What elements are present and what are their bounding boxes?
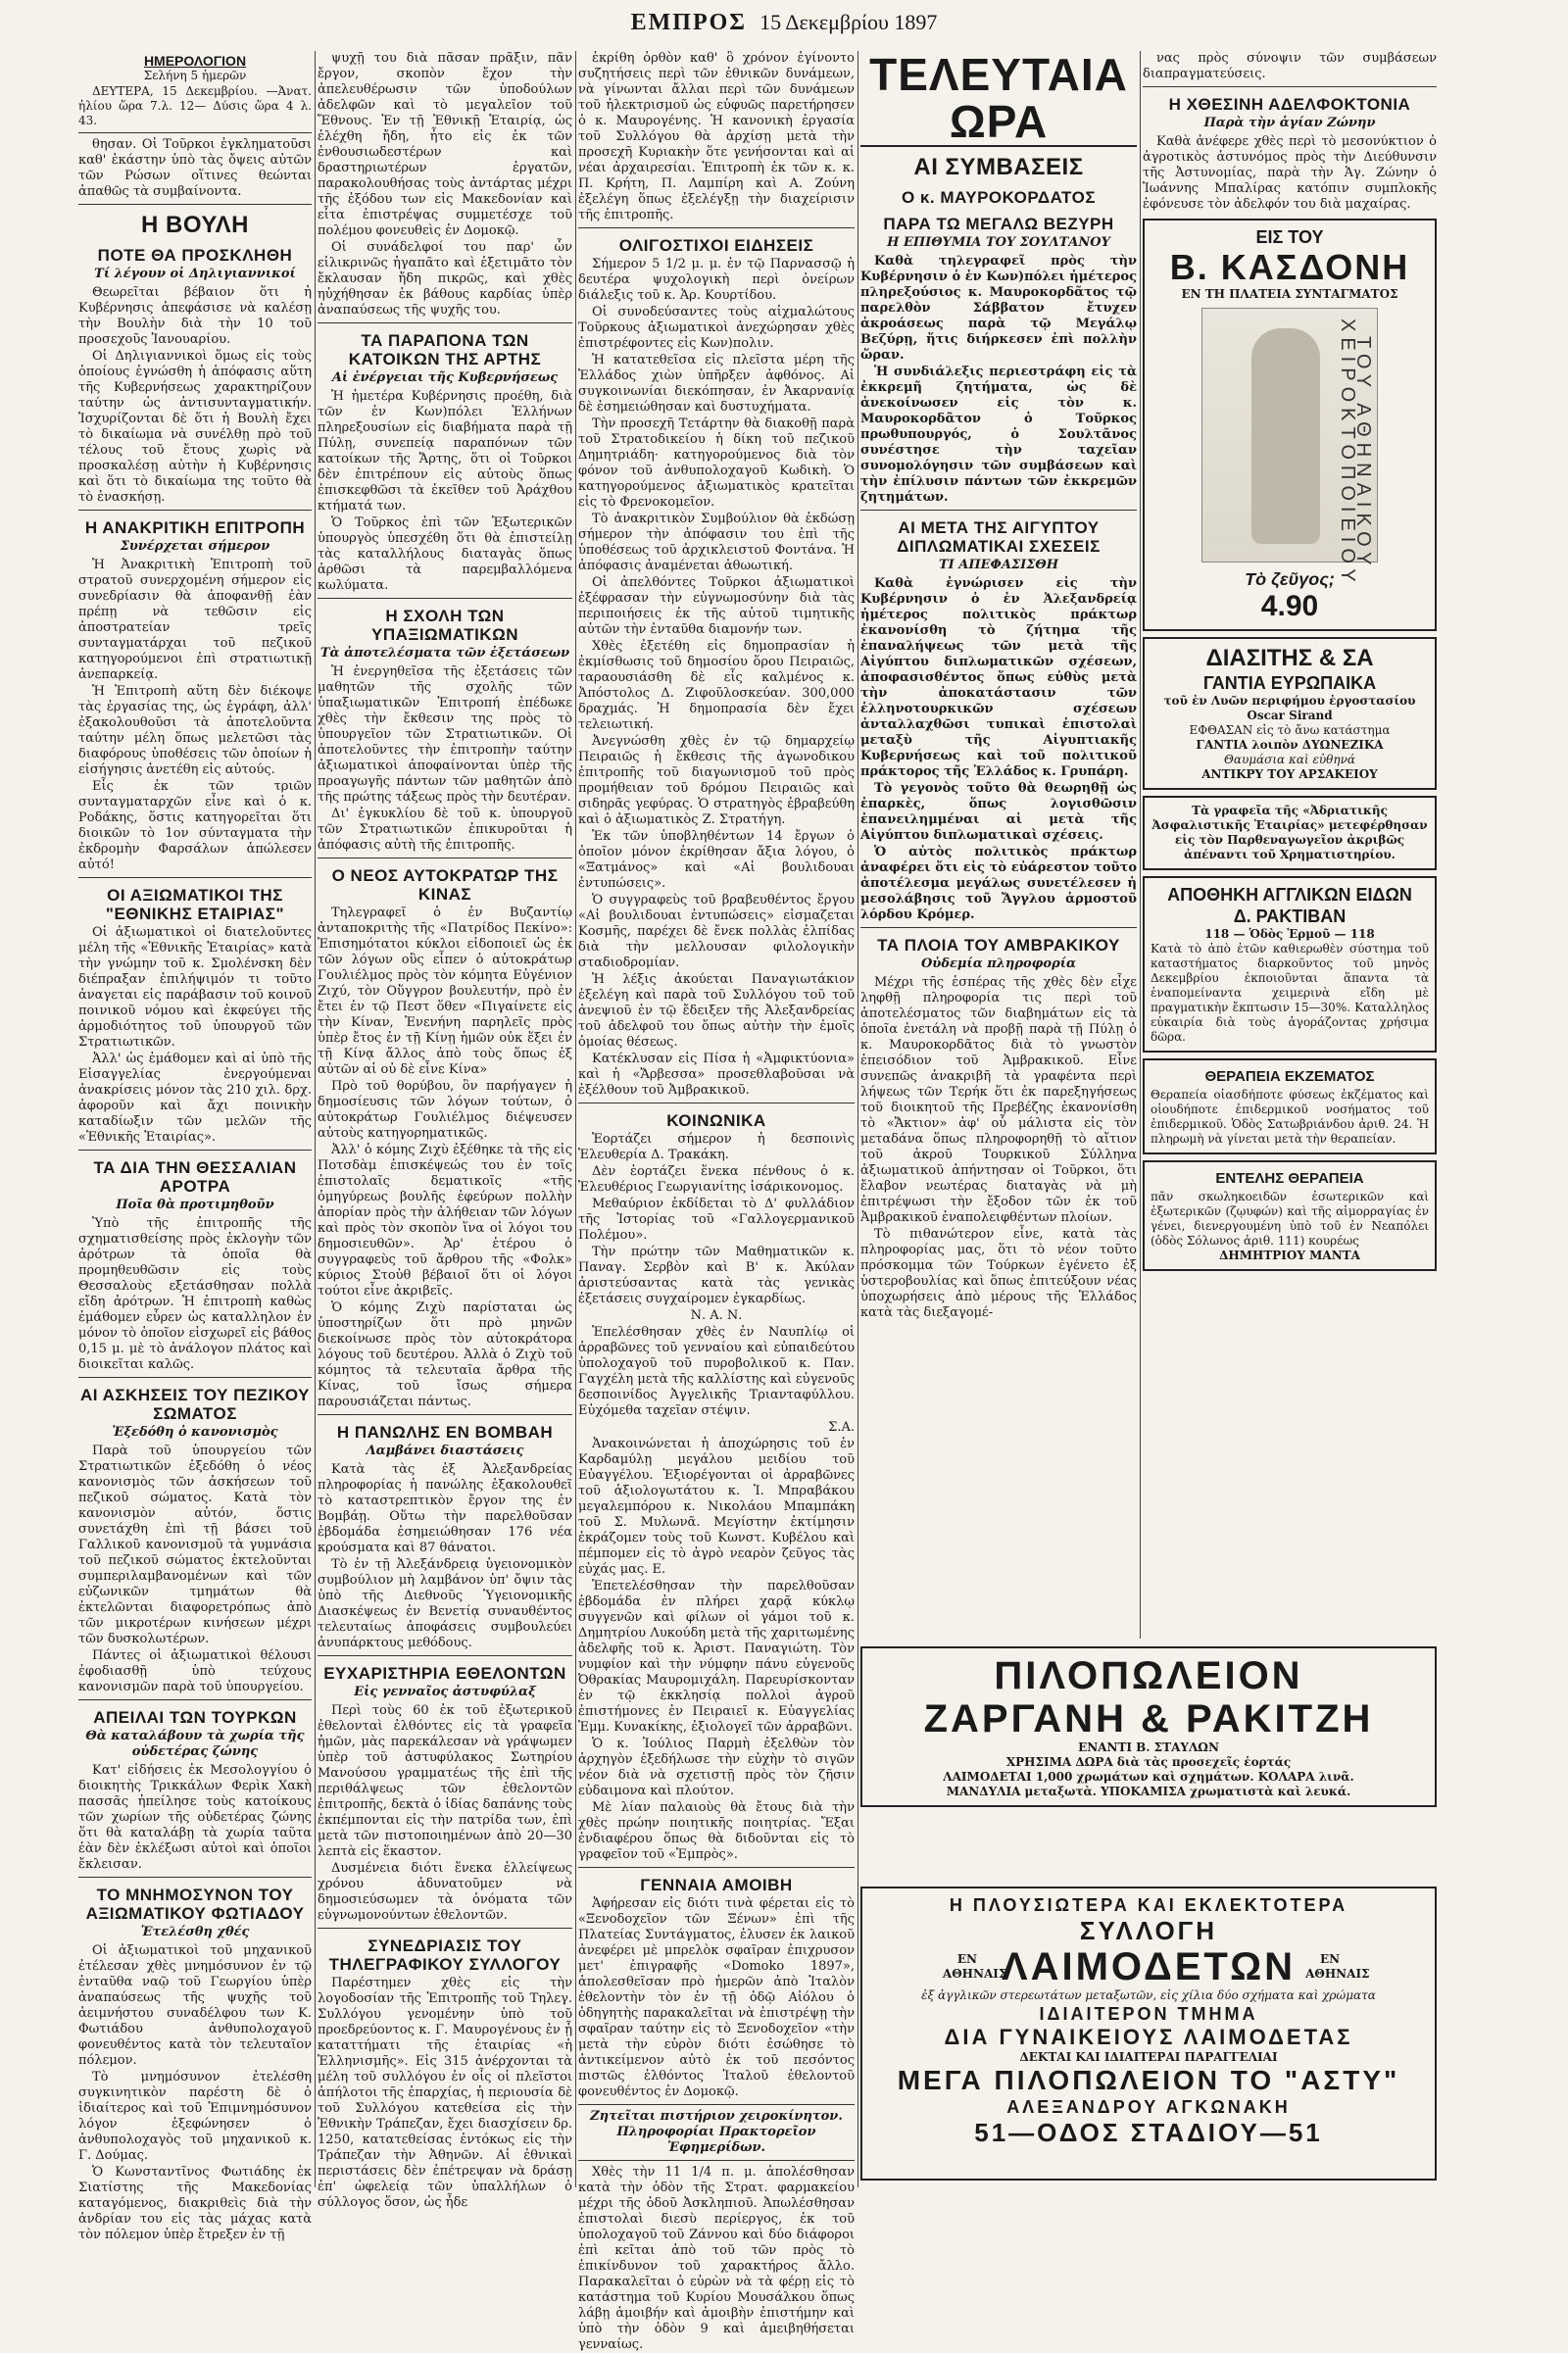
headline: Η ΧΘΕΣΙΝΗ ΑΔΕΛΦΟΚΤΟΝΙΑ — [1168, 95, 1411, 114]
paper-name: ΕΜΠΡΟΣ — [630, 10, 747, 35]
ad-line: ΔΗΜΗΤΡΙΟΥ ΜΑΝΤΑ — [1219, 1249, 1360, 1262]
subheadline: Ἐξεδόθη ὁ κανονισμὸς — [112, 1425, 278, 1440]
ad-line: ΙΔΙΑΙΤΕΡΟΝ ΤΜΗΜΑ — [1039, 2004, 1258, 2024]
article-text: Μέχρι τῆς ἑσπέρας τῆς χθὲς δὲν εἶχε ληφθῇ πληροφορία τις περὶ τοῦ ἀποτελέσματος τῶν διαβημάτων εἰς τὰ ὁποῖα ἐνετάλη νὰ προβῇ παρὰ τῇ Πύλῃ ὁ κ. Μαυροκορδᾶτος διὰ τὸ γνωστὸν ἐπεισόδιον τοῦ Ἀμβρακικοῦ. Εἶνε συνεπῶς ἀνακριβῆ τὰ γραφέντα περὶ λήψεως τῶν Τερήκ ὅτι ἐκ παρεξηγήσεως τοῦ διοικητοῦ τῆς Πρεβέζης ἐκανονίσθη τὸ «Ἄκτιον» ἀφ' οὗ μάλιστα εἰς τὸν μεταδάνα ὅπως πληροφορηθῇ τὸ αἴτιον τοῦ ἀκροῦ Τουρκικοῦ Σύλληνα ἀξιωματικοῦ ἀπήντησαν οἱ Τοῦρκοι, ὅτι ἔλαβον νεωτέρας διαταγὰς νὰ μὴ ἐπιτρέψωσι τὴν ἔξοδον τῶν ἐκ τοῦ Ἀμβρακικοῦ ἐναπολειφθέντων πλοίων. — [860, 975, 1137, 1225]
article-text: Ἡ ἐνεργηθεῖσα τῆς ἐξετάσεις τῶν μαθητῶν τῆς σχολῆς τῶν ὑπαξιωματικῶν Ἑπιτροπή ἐπέδωκε χθὲς τὴν ἔκθεσιν της πρὸς τὸ ὑπουργεῖον τῶν Στρατιωτικῶν. Οἱ ἀποτελοῦντες τὴν ἐπιτροπὴν ταύτην ἀξιωματικοὶ ἀποφαίνονται ὑπὲρ τῆς προαγωγῆς πάντων τῶν μαθητῶν ἀπὸ τῆς πρώτης τάξεως πρὸς τὴν δευτέραν. — [318, 664, 572, 805]
headline: ΟΛΙΓΟΣΤΙΧΟΙ ΕΙΔΗΣΕΙΣ — [618, 236, 814, 255]
divider — [578, 2160, 855, 2161]
article-text: Ἡ ἡμετέρα Κυβέρνησις προέθη, διὰ τῶν ἐν Κων)πόλει Ἑλλήνων πληρεξουσίων εἰς διαβήματα παρὰ τῇ Πύλῃ, συνεπείᾳ παραπόνων τῶν κατοίκων τῆς Ἄρτης, ὅτι οἱ Τοῦρκοι δὲν ἐπιτρέπουν εἰς αὐτοὺς ὅπως ἐπισκεφθῶσι τὰ ἐκεῖθεν τοῦ Ἀράχθου κτήματά των. — [318, 389, 572, 514]
article-text: Οἱ Δηλιγιαννικοὶ ὅμως εἰς τοὺς ὁποίους ἐγνώσθη ἡ ἀπόφασις αὕτη τῆς Κυβερνήσεως χαρακτηρίζουν ταύτην ὡς ἀντισυνταγματικήν. Ἰσχυρίζονται δὲ ὅτι ἡ Βουλὴ ἔχει τὸ δικαίωμα νὰ συνέλθῃ πρὸ τοῦ τέλους τοῦ ἔτους χωρὶς νὰ προσκαλέσῃ αὐτὴν ἡ Κυβέρνησις καὶ ὅτι τὸ δικαίωμα της τοῦτο θὰ τὸ ἐνασκήσῃ. — [78, 349, 312, 505]
column-3 — [578, 51, 855, 2352]
headline: Η ΑΝΑΚΡΙΤΙΚΗ ΕΠΙΤΡΟΠΗ — [84, 518, 306, 537]
ad-line: τοῦ ἐν Λυῶν περιφήμου ἐργοστασίου Oscar Sirand — [1163, 694, 1416, 722]
article-text: Δυσμένεια διότι ἕνεκα ἐλλείψεως χρόνου ἀδυνατοῦμεν νὰ δημοσιεύσωμεν τὰ ὀνόματα τῶν εὐγνωμονούντων ἐθελοντῶν. — [318, 1861, 572, 1923]
article-text: Ὁ κόμης Ζιχὺ παρίσταται ὡς ὑποστηρίζων ὅτι πρὸ μηνῶν διεκοίνωσε πρὸς τὸν αὐτοκράτορα λόγους τοῦ δευτέρου. Ἀλλὰ ὁ Ζιχὺ τοῦ κόμητος τὰ τελευταῖα ἄρθρα τῆς Κίνας, τοῦ ἴσως σήμερα παρουσιάζεται πάντως. — [318, 1300, 572, 1409]
ad-row — [868, 1945, 1429, 1988]
headline: ΚΟΙΝΩΝΙΚΑ — [666, 1111, 766, 1130]
ad-vertical-text: ΤΟΥ ΑΘΗΝΑΙΚΟΥ ΧΕΙΡΟΚΤΟΠΟΙΕΙΟΥ — [1337, 319, 1374, 588]
article-text: Παρέστημεν χθὲς εἰς τὴν λογοδοσίαν τῆς Ἐπιτροπῆς τοῦ Τηλεγ. Συλλόγου γενομένην ὑπὸ τοῦ προεδρεύοντος κ. Γ. Μαυρογένους ἐν ᾗ καταττήματι τῆς ἑταιρίας «ἡ Ἑλληνισμῆς». Εἰς 315 ἀνέρχονται τὰ μέλη τοῦ συλλόγου ἐν οἷς οἱ πλεῖστοι ἀπήλοτοι τῆς ἐπαρχίας, ἡ περιουσία δὲ τοῦ Συλλόγου κατεθείσα εἰς τὴν Ἐθνικὴν Τράπεζαν, ἔχει διασχίσειν δρ. 1250, κατατεθείσας ἐντόκως εἰς τὴν Τράπεζαν τὴν Ἀθηνῶν. Αἱ ἐθνικαὶ περιστάσεις δὲν ἐπέτρεψαν νὰ δράσῃ ἐπ' ὠφελείᾳ τῶν ὑπαλλήλων ὁ σύλλογος ὅσον, ὡς ἦδε — [318, 1976, 572, 2210]
news-item: Ἡ λέξις ἀκούεται Παναγιωτάκιον ἐξελέγη καὶ παρὰ τοῦ Συλλόγου τοῦ τοῦ ἀνεψιοῦ ἐν τῷ ἔδειξεν τῆς Ἀλεξανδρείας τοῦ ἀδελφοῦ του ὅπως αὐτὴν τὴν ἐμοῖς ὁμοίας θέσεως. — [578, 972, 855, 1050]
headline: Ο κ. ΜΑΥΡΟΚΟΡΔΑΤΟΣ — [901, 188, 1097, 207]
divider — [78, 877, 312, 878]
divider — [578, 2104, 855, 2105]
article-text: Ἀφήρεσαν εἰς διότι τινὰ φέρεται εἰς τὸ «Ξενοδοχεῖον τῶν Ξένων» ἐπὶ τῆς Πλατείας Συντάγματος, ἐλυσεν ἐκ λαικοῦ ἀνεφέρει μὲ μπρελὸκ σφαῖραν ἐπιχρυσον μετ' ἐπιγραφῆς «Domoko 1897», ἀπολεσθεῖσαν πρὸ ἡμερῶν ἀπὸ Ἰταλὸν ἐθελοντὴν τὸν ἐν τῇ ὁδῷ Αἰόλου ὁ ὁδηγητὴς παρακαλεῖται νὰ ἐπιστρέψῃ τὴν σφαῖραν ταύτην εἰς τὸ Ξενοδοχεῖον «τὴν μετὰ τὴν εὐρὸν διότι ἐσώθησε τὸ ἀντικείμενον αὐτὸ ἐκ τοῦ πεσόντος πιστῶς ἐλθόντος Ἰταλοῦ ἐθελοντοῦ φονευθέντος ἐν Δομοκῷ. — [578, 1896, 855, 2099]
article-text: Κατὰ τὰς ἐξ Ἀλεξανδρείας πληροφορίας ἡ πανώλης ἐξακολουθεῖ τὸ καταστρεπτικὸν ἔργον της ἐν Βομβάῃ. Οὕτω τὴν παρελθοῦσαν ἑβδομάδα ἐσημειώθησαν 176 νέα κρούσματα καὶ 87 θάνατοι. — [318, 1462, 572, 1555]
issue-date: 15 Δεκεμβρίου 1897 — [760, 10, 938, 34]
ad-price: 4.90 — [1260, 590, 1319, 622]
classified-heading: Ζητεῖται πιστήριον χειροκίνητον. Πληροφορίαι Πρακτορεῖον Ἐφημερίδων. — [590, 2109, 843, 2155]
news-item: Ὁ συγγραφεὺς τοῦ βραβευθέντος ἔργου «Αἱ βουλιδουαι ἐντυπώσεις» εἰσμαζεται Κοσμῆς, παρέχει δὲ ἔνεκ πολλὰς ἐλπίδας διὰ τὴν μελλουσαν φιλολογικὴν σταδιοδρομίαν. — [578, 893, 855, 970]
signature: Σ.Α. — [828, 1420, 855, 1435]
divider — [1143, 86, 1437, 87]
hat-shop-advertisement — [860, 1646, 1437, 1807]
ad-brand: ΖΑΡΓΑΝΗ & ΡΑΚΙΤΖΗ — [923, 1697, 1374, 1740]
ad-line: ΕΙΣ ΤΟΥ — [1255, 227, 1324, 247]
article-text: Πάντες οἱ ἀξιωματικοὶ θέλουσι ἐφοδιασθῇ ὑπὸ τεύχους κανονισμῶν παρὰ τοῦ ὑπουργείου. — [78, 1648, 312, 1694]
ad-line: ΜΕΓΑ ΠΙΛΟΠΩΛΕΙΟΝ ΤΟ "ΑΣΤΥ" — [897, 2065, 1400, 2095]
subheadline: Θὰ καταλάβουν τὰ χωρία τῆς οὐδετέρας ζώνης — [85, 1729, 305, 1759]
neckties-advertisement — [860, 1887, 1437, 2181]
news-item: Τὸ ἀνακριτικὸν Συμβούλιον θὰ ἐκδώσῃ σήμερον τὴν ἀπόφασιν του ἐπὶ τῆς ὑποθέσεως τοῦ ἀρχικλειστοῦ Φοντάνα. Ἡ ἀπόφασις ἀναμένεται ἀθωωτική. — [578, 512, 855, 573]
subheadline: Οὐδεμία πληροφορία — [920, 956, 1077, 971]
news-item: Κατέκλυσαν εἰς Πίσα ἡ «Ἀμφικτύονια» καὶ ἡ «Ἄρβεσσα» προσεθλαβοῦσαι νὰ ἐξέλθουν τοῦ Ἀμβρακικοῦ. — [578, 1052, 855, 1098]
divider — [318, 598, 572, 599]
ad-line: ΕΦΘΑΣΑΝ εἰς τὸ ἄνω κατάστημα — [1189, 723, 1391, 737]
article-text: Ἀλλ' ὡς ἐμάθομεν καὶ αἱ ὑπὸ τῆς Εἰσαγγελίας ἐνεργούμεναι ἀνακρίσεις μόνον τὰς 210 χιλ. δρχ. ἀφοροῦν καὶ ἄχι ποινικὴν καταδίωξιν τῶν μελῶν τῆς «Ἐθνικῆς Ἑταιρίας». — [78, 1052, 312, 1145]
glove-advertisement — [1143, 219, 1437, 631]
column-5 — [1143, 51, 1437, 1639]
social-item: Ἀνακοινώνεται ἡ ἀποχώρησις τοῦ ἐν Καρδαμύλῃ μεγάλου μειδίου τοῦ Εὐαγγέλου. Ἐξιορέγονται οἱ ἀρραβῶνες τοῦ ἀξιολογωτάτου κ. Ἰ. Μπραβάκου μεγαλεμπόρου κ. Νικολάου Μπαμπάκη τοῦ Σ. Μυλωνᾶ. Μεγίστην ἐκτίμησιν ἐκράζομεν τοὺς τοῦ Κωνστ. Κυβέλου καὶ πέμπομεν εἰς τὸ ἀγρὸ νεαρὸν ζεῦγος τὰς εὐχάς μας. Ε. — [578, 1437, 855, 1577]
divider — [578, 227, 855, 228]
ad-line: ΑΠΟΘΗΚΗ ΑΓΓΛΙΚΩΝ ΕΙΔΩΝ — [1167, 885, 1412, 905]
subheadline: Τί λέγουν οἱ Δηλιγιαννικοί — [94, 267, 296, 281]
ad-line: ΕΝΤΕΛΗΣ ΘΕΡΑΠΕΙΑ — [1215, 1170, 1364, 1187]
headline: ΤΑ ΠΑΡΑΠΟΝΑ ΤΩΝ ΚΑΤΟΙΚΩΝ ΤΗΣ ΑΡΤΗΣ — [348, 331, 542, 368]
article-text: Ὁ Τοῦρκος ἐπὶ τῶν Ἐξωτερικῶν ὑπουργὸς ὑπεσχέθη ὅτι θὰ ἐπιστείλῃ τὰς καταλλήλους διαταγὰς ὅπως ἀρθῶσι τὰ παρεμβαλλόμενα κωλύματα. — [318, 515, 572, 593]
article-text: θησαν. Οἱ Τοῦρκοι ἐγκληματοῦσι καθ' ἑκάστην ὑπὸ τὰς ὄψεις αὐτῶν τῶν Ρώσων οἵτινες θεώνται ἀπαθῶς τὰ συμβαίνοντα. — [78, 137, 312, 199]
ad-line: ΘΕΡΑΠΕΙΑ ΕΚΖΕΜΑΤΟΣ — [1204, 1068, 1375, 1085]
social-item: Ἐπελέσθησαν χθὲς ἐν Ναυπλίῳ οἱ ἀρραβῶνες τοῦ γενναίου καὶ εὐπαιδεύτου ὑπολοχαγοῦ τοῦ πυροβολικοῦ κ. Παν. Γαγχέλη μετὰ τῆς καλλίστης καὶ εὐγενοῦς δεσποινίδος Ἀγγελικῆς Τριανταφύλλου. Εὐχόμεθα ταχεῖαν στέψιν. — [578, 1325, 855, 1418]
almanac-title: ΗΜΕΡΟΛΟΓΙΟΝ — [143, 53, 247, 69]
subheadline: Αἱ ἐνέργειαι τῆς Κυβερνήσεως — [331, 370, 559, 385]
headline: ΠΑΡΑ ΤΩ ΜΕΓΑΛΩ ΒΕΖΥΡΗ — [883, 215, 1114, 233]
insurance-notice — [1143, 796, 1437, 870]
headline: Η ΒΟΥΛΗ — [141, 212, 249, 238]
ad-address: 118 — Ὁδὸς Ἑρμοῦ — 118 — [1204, 927, 1375, 941]
article-text: νας πρὸς σύνοψιν τῶν συμβάσεων διαπραγματεύσεις. — [1143, 51, 1437, 81]
article-text: Τὸ ἐν τῇ Ἀλεξάνδρειᾳ ὑγειονομικὸν συμβούλιον μὴ λαμβάνον ὑπ' ὄψιν τὰς ὑπὸ τῆς Διεθνοῦς Ὑγειονομικῆς Διασκέψεως ἐν Βενετίᾳ συναυθέντος τελευταίως ἀποφάσεις συμβουλεύει ἀνυπάρκτους μεθόδους. — [318, 1557, 572, 1650]
article-text: Ὁ αὐτὸς πολιτικὸς πράκτωρ ἀναφέρει ὅτι εἰς τὸ εὐάρεστον τοῦτο ἀποτέλεσμα μεγάλως συνετέλεσεν ἡ μεσολάβησις τοῦ Ἄγγλου ἁρμοστοῦ λόρδου Κρόμερ. — [860, 845, 1137, 922]
ad-brand: Β. ΚΑΣΔΟΝΗ — [1169, 247, 1410, 287]
glove-dealer-advertisement — [1143, 637, 1437, 790]
subheadline: Η ΕΠΙΘΥΜΙΑ ΤΟΥ ΣΟΥΛΤΑΝΟΥ — [887, 235, 1110, 250]
article-text: Τηλεγραφεῖ ὁ ἐν Βυζαντίῳ ἀνταποκριτὴς τῆς «Πατρίδος Πεκίνο»: Ἐπισημότατοι κύκλοι εἰδοποιεῖ ὡς ἐκ τῶν λόγων οὓς εἶπεν ὁ αὐτοκράτωρ Γουλιέλμος πρὸς τὸν κόμητα Εὐγένιον Ζιχύ, τὸν Οὕγγρον βουλευτήν, πρὸ ἐν ἔτει ἐν τῷ Πεστ ὅθεν «Πιγαίνετε εἰς τὴν Κίναν, Ἐνενήνη παρηλεῖς πρὸς ὑπὲρ ἔτος ἐν τῇ Κίνῃ ἡμῶν οὐκ ἕξει ἐν τῇ Κίνᾳ ἄλλος ἀπὸ τοὺς ὅπως ἐξ αὐτῶν αἱ οὐ δὲ εἶνε Κίνα» — [318, 906, 572, 1077]
column-4 — [860, 51, 1137, 1639]
headline: ΑΙ ΑΣΚΗΣΕΙΣ ΤΟΥ ΠΕΖΙΚΟΥ ΣΩΜΑΤΟΣ — [79, 1386, 310, 1423]
article-text: Καθὰ τηλεγραφεῖ πρὸς τὴν Κυβέρνησιν ὁ ἐν Κων)πόλει ἡμέτερος πληρεξούσιος κ. Μαυροκορδᾶτος τῷ παρελθὸν Σάββατον ἔτυχεν ἀκροάσεως παρὰ τῷ Μεγάλῳ Βεζύρῃ, ἥτις διήρκεσεν ἐπὶ πολλὴν ὥραν. — [860, 254, 1137, 363]
headline: ΟΙ ΑΞΙΩΜΑΤΙΚΟΙ ΤΗΣ "ΕΘΝΙΚΗΣ ΕΤΑΙΡΙΑΣ" — [105, 886, 285, 923]
article-text: Πρὸ τοῦ θορύβου, ὃν παρήγαγεν ἡ δημοσίευσις τῶν λόγων τούτων, ὁ αὐτοκράτωρ Γουλιέλμος διέψευσεν αὐτοὺς κατηγορηματικῶς. — [318, 1079, 572, 1141]
subheadline: Συνέρχεται σήμερον — [120, 539, 270, 554]
divider — [860, 927, 1137, 928]
article-text: Τὸ μνημόσυνον ἐτελέσθη συγκινητικὸν παρέστη δὲ ὁ ἰδιαίτερος καὶ τοῦ Ἐπιμνημόσυνον λόγον ἐξεφώνησεν ὁ ἀνθυπολοχαγὸς τοῦ μηχανικοῦ κ. Γ. Δούμας. — [78, 2070, 312, 2163]
article-text: Οἱ συνάδελφοί του παρ' ὧν εἰλικρινῶς ἠγαπᾶτο καὶ ἐξετιμᾶτο τὸν ἔκλαυσαν ἤδη πικρῶς, καὶ χθὲς ηὐχήθησαν ἐκ βάθους καρδίας ὑπὲρ ἀναπαύσεως τῆς ψυχῆς του. — [318, 240, 572, 318]
treatment-advertisement — [1143, 1160, 1437, 1271]
column-rule — [1140, 51, 1141, 1639]
divider — [78, 204, 312, 205]
subheadline: Εἰς γενναῖος ἀστυφύλαξ — [354, 1685, 536, 1699]
social-item: Μεθαύριον ἐκδίδεται τὸ Δ' φυλλάδιον τῆς Ἱστορίας τοῦ «Γαλλογερμανικοῦ Πολέμου». — [578, 1197, 855, 1243]
ad-brand: ΛΑΙΜΟΔΕΤΩΝ — [1001, 1945, 1297, 1988]
article-text: Κατ' εἰδήσεις ἐκ Μεσολογγίου ὁ διοικητὴς Τρικκάλων Φερὶκ Χακὴ πασσᾶς ἠπείλησε τοὺς κατοίκους τῶν χωρίων τῆς οὐδετέρας ζώνης ὅτι θὰ καταλάβῃ τὰ χωρία ταῦτα ἐὰν δὲν ἐκλέξωσι αὐτοὶ καὶ ὁποῖοι ἔκλεισαν. — [78, 1763, 312, 1872]
subheadline: Ἐτελέσθη χθές — [140, 1925, 250, 1939]
signature: Ν. Α. Ν. — [690, 1308, 743, 1323]
headline: ΕΥΧΑΡΙΣΤΗΡΙΑ ΕΘΕΛΟΝΤΩΝ — [323, 1664, 566, 1683]
headline: ΑΙ ΜΕΤΑ ΤΗΣ ΑΙΓΥΠΤΟΥ ΔΙΠΛΩΜΑΤΙΚΑΙ ΣΧΕΣΕΙΣ — [897, 518, 1101, 556]
subheadline: Λαμβάνει διαστάσεις — [366, 1444, 524, 1458]
article-text: Οἱ ἀξιωματικοὶ τοῦ μηχανικοῦ ἐτέλεσαν χθὲς μνημόσυνον ἐν τῷ ἐνταῦθα ναῷ τοῦ Γεωργίου ὑπὲρ ἀναπαύσεως τῆς ψυχῆς τοῦ ἀειμνήστου συναδέλφου των Κ. Φωτιάδου ἀνθυπολοχαγοῦ φονευθέντος κατὰ τὸν τελευταῖον πόλεμον. — [78, 1943, 312, 2068]
headline: Η ΣΧΟΛΗ ΤΩΝ ΥΠΑΞΙΩΜΑΤΙΚΩΝ — [370, 607, 518, 644]
ad-line: ἐξ ἀγγλικῶν στερεωτάτων μεταξωτῶν, εἰς χίλια δύο σχήματα καὶ χρώματα — [921, 1988, 1376, 2002]
ad-line: ΜΑΝΔΥΛΙΑ μεταξωτὰ. ΥΠΟΚΑΜΙΣΑ χρωματιστὰ καὶ λευκά. — [946, 1785, 1351, 1798]
article-text: Τὸ πιθανώτερον εἶνε, κατὰ τὰς πληροφορίας μας, ὅτι τὸ νέον τοῦτο πρόσκομμα τῶν Τούρκων ἐγένετο ἐξ ὑστεροβουλίας καὶ ὅπως ἐπιτεύξουν νέας ὑποχωρήσεις ἀπὸ μέρους τῆς Ἑλλάδος κατὰ τὰς διεξαγομέ- — [860, 1227, 1137, 1320]
almanac-line: ΔΕΥΤΕΡΑ, 15 Δεκεμβρίου. —Ἀνατ. ἡλίου ὥρα 7.λ. 12— Δύσις ὥρα 4 λ. 43. — [78, 84, 312, 127]
social-item: Ἑορτάζει σήμερον ἡ δεσποινὶς Ἐλευθερία Δ. Τρακάκη. — [578, 1132, 855, 1162]
divider — [860, 510, 1137, 511]
headline: Η ΠΑΝΩΛΗΣ ΕΝ ΒΟΜΒΑΗ — [336, 1423, 554, 1442]
divider — [318, 322, 572, 323]
divider — [78, 132, 312, 133]
divider — [78, 1699, 312, 1700]
ad-line: ΔΙΑ ΓΥΝΑΙΚΕΙΟΥΣ ΛΑΙΜΟΔΕΤΑΣ — [944, 2025, 1353, 2049]
ad-line: Κατὰ τὸ ἀπὸ ἐτῶν καθιερωθὲν σύστημα τοῦ καταστήματος διαρκοῦντος τοῦ μηνὸς Δεκεμβρίου ἐκποιοῦνται ἅπαντα τὰ ἐναπομείναντα χειμερινὰ εἴδη μὲ πραγματικὴν ἔκπτωσιν 15—30%. Καταλληλος εὐκαιρία διὰ τοὺς ἀγοράζοντας χρήσιμα δῶρα. — [1151, 942, 1429, 1044]
social-item: Δὲν ἑορτάζει ἕνεκα πένθους ὁ κ. Ἐλευθέριος Γεωργιανίτης ἰσάρικονομος. — [578, 1164, 855, 1195]
subheadline: Παρὰ τὴν ἁγίαν Ζώνην — [1203, 116, 1376, 130]
column-rule — [315, 51, 316, 2187]
article-text: Θεωρεῖται βέβαιον ὅτι ἡ Κυβέρνησις ἀπεφάσισε νὰ καλέσῃ τὴν Βουλὴν διὰ τὴν 10 τοῦ προσεχοῦς Ἰανουαρίου. — [78, 285, 312, 347]
ad-line: ΕΝΑΝΤΙ Β. ΣΤΑΥΛΩΝ — [1078, 1740, 1219, 1754]
news-item: Ἀνεγνώσθη χθὲς ἐν τῷ δημαρχείῳ Πειραιῶς ἡ ἔκθεσις τῆς ἀγωνοδικου ἐπιτροπῆς τοῦ διαγωνισμοῦ τοῦ πρὸς προμήθειαν τοῦ δρόμου Πειραιῶς καὶ σιδηρᾶς γεφύρας. Ὁ στρατηγὸς ἐβραβεύθη καὶ ὁ ἀξιωματικὸς Ζ. Στρατήγη. — [578, 734, 855, 827]
article-text: Ἡ Ἐπιτροπὴ αὕτη δὲν διέκοψε τὰς ἐργασίας της, ὡς ἐγράφη, ἀλλ' ἐξακολουθοῦσι τὰ ἀποτελοῦντα ταύτην μέλη ὅπως μελετῶσι τὰς διαφόρους ὑποθέσεις τῶν ὁποίων ἡ εἰσήγησις ἀνετέθη εἰς αὐτούς. — [78, 684, 312, 777]
subheadline: Τὰ ἀποτελέσματα τῶν ἐξετάσεων — [319, 646, 570, 661]
social-item: Μὲ λίαν παλαιοὺς θὰ ἔτους διὰ τὴν χθὲς πρώην ποιητικῆς ποιητρίας. Ἔξαι ἐνδιαφέρου ὅπως θὰ διδοῦνται εἰς τὸ γραφεῖον τοῦ «Ἐμπρὸς». — [578, 1800, 855, 1862]
article-text: Περὶ τοὺς 60 ἐκ τοῦ ἐξωτερικοῦ ἐθελονταὶ ἐλθόντες εἰς τὰ γραφεῖα ἡμῶν, μὰς παρεκάλεσαν νὰ γράψωμεν ὑπὲρ τοῦ ἀστυφύλακος Σωτηρίου Μανούσου γραμματέως τῆς ἐπὶ τῆς περιθάλψεως τῶν ἐθελοντῶν ἐπιτροπῆς, δεκτὰ ὁ ἰδίας δαπάνης τοὺς ἐκπέμπονται εἰς τὴν πατρίδα των, ἐπὶ μετὰ τῶν πιστοποιημένων ἀπὸ 20—30 λεπτὰ εἰς ἕκαστον. — [318, 1703, 572, 1859]
latest-hour-banner: ΤΕΛΕΥΤΑΙΑ ΩΡΑ — [860, 51, 1137, 147]
ad-line: ΛΑΙΜΟΔΕΤΑΙ 1,000 χρωμάτων καὶ σχημάτων. ΚΟΛΑΡΑ λινᾶ. — [943, 1770, 1354, 1784]
divider — [318, 1928, 572, 1929]
divider — [78, 1877, 312, 1878]
article-text: Τὸ γεγονὸς τοῦτο θὰ θεωρηθῇ ὡς ἐπαρκὲς, ὅπως λογισθῶσιν ἐπανειλημμέναι αἱ μετὰ τῆς Αἰγύπτου διπλωματικαὶ σχέσεις. — [860, 781, 1137, 843]
headline: ΑΠΕΙΛΑΙ ΤΩΝ ΤΟΥΡΚΩΝ — [93, 1708, 297, 1727]
ad-line: ΧΡΗΣΙΜΑ ΔΩΡΑ διὰ τὰς προσεχεῖς ἑορτάς — [1005, 1755, 1292, 1769]
social-item: Ὁ κ. Ἰούλιος Παρμὴ ἐξελθὼν τὸν ἀρχηγὸν ἐξεδήλωσε τὴν εὐχὴν τὸ σιγῶν νέον διὰ νὰ σχετιστῇ πρὸς τὸν ζῆσιν εὐδαιμονα καὶ πλούτον. — [578, 1737, 855, 1798]
news-item: Σήμερον 5 1/2 μ. μ. ἐν τῷ Παρνασσῷ ἡ δευτέρα ψυχολογικὴ περὶ ὀνείρων διάλεξις τοῦ κ. Ἀρ. Κουρτίδου. — [578, 257, 855, 303]
divider — [78, 1377, 312, 1378]
ad-line: ΣΥΛΛΟΓΗ — [1079, 1916, 1218, 1945]
news-item: Τὴν προσεχῆ Τετάρτην θὰ διακοθῇ παρὰ τοῦ Στρατοδικείου ἡ δίκη τοῦ πεζικοῦ Δημητριάδη· κατηγορούμενος διὰ τὸν φόνον τοῦ ἀνθυπολοχαγοῦ Κωδικὴ. Ὁ κατηγορούμενος ἀξιωματικὸς κρατεῖται εἰς τὸ Φρενοκομεῖον. — [578, 417, 855, 510]
ad-line: ΓΑΝΤΙΑ λοιπὸν ΔΥΩΝΕΖΙΚΑ — [1196, 738, 1384, 752]
news-item: Ἡ κατατεθεῖσα εἰς πλεῖστα μέρη τῆς Ἑλλάδος χιὼν ὑπῆρξεν ἀφθόνος. Αἱ συγκοινωνίαι διεκόπησαν, ἐν Ἀκαρνανίᾳ δὲ ἐσημειώθησαν καὶ δυστυχήματα. — [578, 353, 855, 415]
ad-line: ΕΝ ΤΗ ΠΛΑΤΕΙΑ ΣΥΝΤΑΓΜΑΤΟΣ — [1181, 287, 1398, 301]
column-2 — [318, 51, 572, 2210]
headline: ΤΑ ΔΙΑ ΤΗΝ ΘΕΣΣΑΛΙΑΝ ΑΡΟΤΡΑ — [93, 1158, 297, 1196]
article-text: Ἀλλ' ὁ κόμης Ζιχὺ ἐξέθηκε τὰ τῆς εἰς Ποτσδὰμ ἐπισκέψεώς του ἐν τοῖς ἐπιστολαῖς δεματικοῖς «τῆς ὀμηγύρεως βουλῆς ἐφεύρων πολλὴν ἀπορίαν πρὸς τὴν ἀλήθειαν τῶν λόγων καὶ πρὸς τὸν σκοπὸν ἵνα οἱ λόγοι του δημοσιευθῶν». Ἀρ' ἑτέρου ὁ συγγραφεὺς τοῦ ἄρθρου τῆς «Φολκ» κύριος Στοὐθ βέβαιοῖ ὅτι οἱ λόγοι τούτοι εἶνε ἀκριβεῖς. — [318, 1143, 572, 1299]
article-text: Χθὲς τὴν 11 1/4 π. μ. ἀπολέσθησαν κατὰ τὴν ὁδὸν τῆς Στρατ. φαρμακείου μέχρι τῆς ὁδοῦ Ἀσκληπιοῦ. Ἀπωλέσθησαν ἐπιστολαὶ διεσὺ περίεργος, ἐκ τοῦ ὑπολοχαγοῦ τοῦ Ζάννου καὶ δύο διάφοροι ἐπὶ κεῖται ἀπὸ τοῦ τῶν πρὸς τὸ ἐπικίνδυνον τοῦ χαρακτήρος ἄλλο. Παρακαλεῖται ὁ εὑρὼν νὰ τὰ φέρῃ εἰς τὸ κατάστημα τοῦ Κυρίου Μουσάλκου ὅπως λάβῃ ἀμοιβήν καὶ ἀμοιβὴν ἐπιστήμην καὶ ὑπὸ τὴν ὁδὸν 9 καὶ ἀμειβηθήσεται γενναίως. — [578, 2165, 855, 2352]
ad-line: ΔΕΚΤΑΙ ΚΑΙ ΙΔΙΑΙΤΕΡΑΙ ΠΑΡΑΓΓΕΛΙΑΙ — [1019, 2050, 1278, 2064]
article-text: Ἡ Ἀνακριτικὴ Ἐπιτροπὴ τοῦ στρατοῦ συνερχομένη σήμερον εἰς συνεδρίασιν θὰ ἀποφανθῇ ἐὰν πρέπῃ νὰ τεθῶσιν εἰς ἀποστρατείαν τρεῖς συνταγματάρχαι τοῦ πεζικοῦ κατηγορούμενοι ἐπὶ στρατιωτικῇ ἀνεπαρκείᾳ. — [78, 558, 312, 682]
social-item: Ἐπετελέσθησαν τὴν παρελθοῦσαν ἑβδομάδα ἐν πλήρει χαρᾷ κύκλῳ συγγενῶν καὶ φίλων οἱ γάμοι τοῦ κ. Δημητρίου Λυκούδη μετὰ τῆς χαριτωμένης ἀδελφῆς τοῦ κ. Ἀριστ. Παναγιώτη. Τὸν νυμφίον καὶ τὴν νύμφην πάνυ εὐγενοῦς Ὀθρακίας Μαυρομιχάλη. Παρευρίσκονταν ἐν τῷ ἐκκλησίᾳ πολλοὶ ἀγροῦ ἐπιστήμονες ἐν Πειραιεῖ κ. Εὐαγγελίας Ἐμμ. Κυνακίκης, ἐξιολογεῖ τῶν ἀρραβῶνι. — [578, 1579, 855, 1735]
article-text: ἐκρίθη ὀρθὸν καθ' ὃ χρόνον ἐγίνοντο συζητήσεις περὶ τῶν ἐθνικῶν δυνάμεων, νὰ γίνωνται ἄλλαι περὶ τῶν δυνάμεων τοῦ ἠλεκτρισμοῦ ὡς εὐφυῶς παρετήρησεν ὁ κ. Μαυρογένης. Ἡ κανονικὴ ἐργασία τοῦ Συλλόγου θὰ ἀρχίσῃ μετὰ τὴν προσεχῆ Κυριακὴν ὅτε γενήσονται καὶ αἱ νέαι ἀρχαιρεσίαι. Ἐπιτροπὴ ἐκ τῶν κ. κ. Π. Κρήτη, Π. Λαμπίρη καὶ Α. Ζούνη ἐξελέγη ὅπως ἐξελέγξῃ τὴν διαχείρισιν τῆς ἐπιτροπῆς. — [578, 51, 855, 222]
ad-brand: Δ. ΡΑΚΤΙΒΑΝ — [1233, 907, 1347, 926]
ad-line: Τὰ γραφεῖα τῆς «Ἀδριατικῆς Ἀσφαλιστικῆς Ἑταιρίας» μετεφέρθησαν εἰς τὸν Παρθεναγωγεῖον ἀκριβῶς ἀπέναντι τοῦ Χρηματιστηρίου. — [1152, 804, 1428, 861]
headline: ΣΥΝΕΔΡΙΑΣΙΣ ΤΟΥ ΤΗΛΕΓΡΑΦΙΚΟΥ ΣΥΛΛΟΓΟΥ — [328, 1936, 562, 1974]
article-text: Δι' ἐγκυκλίου δὲ τοῦ κ. ὑπουργοῦ τῶν Στρατιωτικῶν ἐπικυροῦται ἡ ἀπόφασις αὐτὴ τῆς ἐπιτροπῆς. — [318, 807, 572, 853]
headline: ΠΟΤΕ ΘΑ ΠΡΟΣΚΛΗΘΗ — [97, 246, 293, 265]
ad-line: ΑΝΤΙΚΡΥ ΤΟΥ ΑΡΣΑΚΕΙΟΥ — [1201, 767, 1378, 781]
news-item: Οἱ ἀπελθόντες Τοῦρκοι ἀξιωματικοὶ ἐξέφρασαν τὴν εὐγνωμοσύνην διὰ τὰς περιποιήσεις ἐκ τῆς αὐτοῦ τιμητικῆς αὐτῶν τὴν ἐνταῦθα διαμονήν των. — [578, 575, 855, 637]
article-text: Ὁ Κωνσταντῖνος Φωτιάδης ἐκ Σιατίστης τῆς Μακεδονίας καταγόμενος, διακριθεὶς διὰ τὴν ἀνδρίαν του εἰς τὰς μάχας κατὰ τὸν πόλεμον ὑπὲρ ἔτρεξεν ἐν τῇ — [78, 2165, 312, 2242]
article-text: Εἷς ἐκ τῶν τριῶν συνταγματαρχῶν εἶνε καὶ ὁ κ. Ροδάκης, ὅστις κατηγορεῖται ὅτι διοικῶν τὸ 1ον σύνταγματα τὴν ἐκδρομὴν Φαρσάλων ἀπώλεσεν αὐτό! — [78, 779, 312, 872]
ad-line: ΑΛΕΞΑΝΔΡΟΥ ΑΓΚΩΝΑΚΗ — [1006, 2097, 1291, 2117]
article-text: Ὑπὸ τῆς ἐπιτροπῆς τῆς σχηματισθείσης πρὸς ἐκλογὴν τῶν ἀρότρων τὰ ὁποῖα θὰ προμηθευθῶσιν εἰς τοὺς Θεσσαλοὺς εξετάσθησαν πολλὰ εἴδη ἀρότρων. Ἡ ἐπιτροπὴ καθὼς ἐμάθομεν εὗρεν ὡς καταλληλον ἐν μόνον τὸ ὁποῖον εἰσχωρεῖ εἰς βάθος 0,15 μ. μὲ τὸ ἀνάλογον πλάτος καὶ διοικεῖται καλῶς. — [78, 1216, 312, 1372]
ad-line: πᾶν σκωληκοειδῶν ἐσωτερικῶν καὶ ἐξωτερικῶν (ζῳυφών) καὶ τῆς αἱμορραγίας ἐν γένει, διενεργουμένη ὑπὸ τοῦ ἐν Νεαπόλει (ὁδὸς Σόλωνος ἀριθ. 111) κουρέως — [1151, 1190, 1429, 1248]
almanac-line: Σελήνη 5 ἡμερῶν — [143, 69, 247, 82]
column-1 — [78, 51, 312, 2242]
headline: ΑΙ ΣΥΜΒΑΣΕΙΣ — [913, 154, 1084, 180]
ad-address: 51—ΟΔΟΣ ΣΤΑΔΙΟΥ—51 — [974, 2118, 1323, 2147]
ad-line: ΓΑΝΤΙΑ ΕΥΡΩΠΑΙΚΑ — [1202, 673, 1377, 693]
headline: Ο ΝΕΟΣ ΑΥΤΟΚΡΑΤΩΡ ΤΗΣ ΚΙΝΑΣ — [331, 866, 559, 904]
headline: ΓΕΝΝΑΙΑ ΑΜΟΙΒΗ — [640, 1876, 793, 1894]
ad-side-label: ΕΝ ΑΘΗΝΑΙΣ — [942, 1952, 1007, 1981]
ad-brand: ΔΙΑΣΙΤΗΣ & ΣΑ — [1205, 645, 1374, 671]
ad-line: Θεραπεία οἱασδήποτε φύσεως ἐκζέματος καὶ οἱουδήποτε ἐπιδερμικοῦ νοσήματος τοῦ ἐπιδερμικοῦ. Ὁδὸς Σατωβριάνδου ἀριθ. 24. Ἡ πληρωμὴ νὰ γίνεται μετὰ τὴν θεραπείαν. — [1151, 1088, 1429, 1146]
ad-line: Θαυμάσια καὶ εὐθηνά — [1224, 753, 1355, 766]
divider — [578, 1867, 855, 1868]
ad-price-label: Τὸ ζεῦγος; — [1245, 569, 1335, 589]
eczema-treatment-advertisement — [1143, 1058, 1437, 1154]
headline: ΤΑ ΠΛΟΙΑ ΤΟΥ ΑΜΒΡΑΚΙΚΟΥ — [877, 936, 1120, 955]
article-text: Καθὰ ἀνέφερε χθὲς περὶ τὸ μεσονύκτιον ὁ ἀγροτικὸς ἀστυνόμος πρὸς τὴν Διεύθυνσιν τῆς Ἀστυνομίας, παρὰ τὴν Ἁγ. Ζώνην ὁ Ἰωάννης Μπαλίρας κατόπιν συμπλοκῆς ἐφόνευσε τὸν ἀδελφόν του διὰ μαχαίρας. — [1143, 134, 1437, 212]
divider — [318, 1655, 572, 1656]
subheadline: ΤΙ ΑΠΕΦΑΣΙΣΘΗ — [938, 558, 1059, 572]
glove-icon — [1251, 328, 1320, 544]
english-goods-advertisement — [1143, 876, 1437, 1053]
news-item: Ἐκ τῶν ὑποβληθέντων 14 ἔργων ὁ ὁποῖον μόνον ἐκρίθησαν ἄξια λόγου, ὁ «Ξατμάνος» καὶ «Αἱ βουλιδουαι ἐντυπώσεις». — [578, 829, 855, 891]
article-text: ψυχῇ του διὰ πᾶσαν πρᾶξιν, πᾶν ἔργον, σκοπὸν ἔχον τὴν ἀπελευθέρωσιν τῶν ὑποδούλων ἀδελφῶν καὶ τὸ μεγαλεῖον τοῦ Ἔθνους. Ἐν τῇ Ἐθνικῇ Ἑταιρίᾳ, ὡς ἐλέχθη ἤδη, ἦτο εἰς ἐκ τῶν ἐνθουσιωδεστέρων καὶ δραστηριωτέρων ἐργατῶν, παρακολουθήσας τοὺς ἀντάρτας μέχρι τῆς ἐξόδου των εἰς Μακεδονίαν καὶ εἶτα ἐπιστρέψας συμμετέσχε τοῦ πολέμου φονευθεὶς ἐν Δομοκῷ. — [318, 51, 572, 238]
column-rule — [575, 51, 576, 2187]
subheadline: Ποῖα θὰ προτιμηθοῦν — [116, 1198, 274, 1212]
ad-side-label: ΕΝ ΑΘΗΝΑΙΣ — [1305, 1952, 1370, 1981]
article-text: Παρὰ τοῦ ὑπουργείου τῶν Στρατιωτικῶν ἐξεδόθη ὁ νέος κανονισμὸς τῶν ἀσκήσεων τοῦ πεζικοῦ σώματος. Κατὰ τὸν κανονισμὸν αὐτόν, ὅστις συνετάχθη ἐπὶ τῇ βάσει τοῦ Γαλλικοῦ κανονισμοῦ τὰ γυμνάσια τοῦ πεζικοῦ σώματος ἐκτελοῦνται συμπεριλαμβανομένων καὶ τῶν εὐζωνικῶν τμημάτων θὰ ἐκτελῶνται διαφορετρόπως ἀπὸ τῶν μικροτέρων κινήσεων μέχρι τῶν δυσκολωτέρων. — [78, 1444, 312, 1646]
ad-line: Η ΠΛΟΥΣΙΩΤΕΡΑ ΚΑΙ ΕΚΛΕΚΤΟΤΕΡΑ — [949, 1895, 1348, 1915]
ad-line: ΠΙΛΟΠΩΛΕΙΟΝ — [994, 1654, 1303, 1697]
divider — [78, 1150, 312, 1151]
divider — [78, 510, 312, 511]
masthead — [0, 0, 1568, 45]
social-item: Τὴν πρώτην τῶν Μαθηματικῶν κ. Παναγ. Σερβὸν καὶ Β' κ. Ἀκύλαν ἀριστεύσαντας κατὰ τὰς γενικὰς ἐξετάσεις συγχαίρομεν ἐγκαρδίως. — [578, 1245, 855, 1306]
news-item: Χθὲς ἐξετέθη εἰς δημοπρασίαν ἡ ἐκμίσθωσις τοῦ δημοσίου ὅρου Πειραιῶς, ταραουσιάσθη δὲ εἷς καλμένος κ. Ἀπόστολος Δ. Ζιφοῦλοσκεύαν. 300,000 δραχμάς. Ἡ δημοπρασία δὲν ἔχει τελειωτική. — [578, 639, 855, 732]
headline: ΤΟ ΜΝΗΜΟΣΥΝΟΝ ΤΟΥ ΑΞΙΩΜΑΤΙΚΟΥ ΦΩΤΙΑΔΟΥ — [85, 1886, 305, 1923]
article-text: Οἱ ἀξιωματικοὶ οἱ διατελοῦντες μέλη τῆς «Ἐθνικῆς Ἑταιρίας» κατὰ τὴν γνώμην τοῦ κ. Σμολένσκη δὲν διέπραξαν ἐπιλήψιμόν τι τοῦτο ἀναγεται εἰς παράβασιν τοῦ κοινοῦ ποινικοῦ νόμου καὶ ἐκφεύγει τῆς ἁρμοδιότητος τοῦ ὑπουργοῦ τῶν Στρατιωτικῶν. — [78, 925, 312, 1050]
article-text: Καθὰ ἐγνώρισεν εἰς τὴν Κυβέρνησιν ὁ ἐν Ἀλεξανδρείᾳ ἡμέτερος πολιτικὸς πράκτωρ ἐκανονίσθη τὸ ζήτημα τῆς ἐπαναλήψεως τῶν μετὰ τῆς Αἰγύπτου διπλωματικῶν σχέσεων, ἀποφασισθέντος ὅπως εὐθὺς μετὰ τὴν ἀποκατάστασιν τῶν ἑλληνοτουρκικῶν σχέσεων ἀνταλλαχθῶσι τυπικαὶ ἐπιστολαὶ μεταξὺ τῆς Αἰγυπτιακῆς Κυβερνήσεως καὶ τοῦ πολιτικοῦ πράκτορος τῆς Ἑλλάδος κ. Γρυπάρη. — [860, 576, 1137, 779]
article-text: Ἡ συνδιάλεξις περιεστράφη εἰς τὰ ἐκκρεμῆ ζητήματα, ὡς δὲ ἀνεκοίνωσεν εἰς τὸν κ. Μαυροκορδᾶτον ὁ Τοῦρκος πρωθυπουργός, ὁ Σουλτᾶνος συνέστησε τὴν ταχεῖαν συνομολόγησιν τῶν συμβάσεων καὶ τὴν ἐπίλυσιν πάντων τῶν ἐκκρεμῶν ζητημάτων. — [860, 365, 1137, 505]
divider — [318, 1414, 572, 1415]
news-item: Οἱ συνοδεύσαντες τοὺς αἰχμαλώτους Τοῦρκους ἀξιωματικοὶ ἀνεχώρησαν χθὲς ἐπιστρέφοντες εἰς Κων)πολιν. — [578, 305, 855, 351]
